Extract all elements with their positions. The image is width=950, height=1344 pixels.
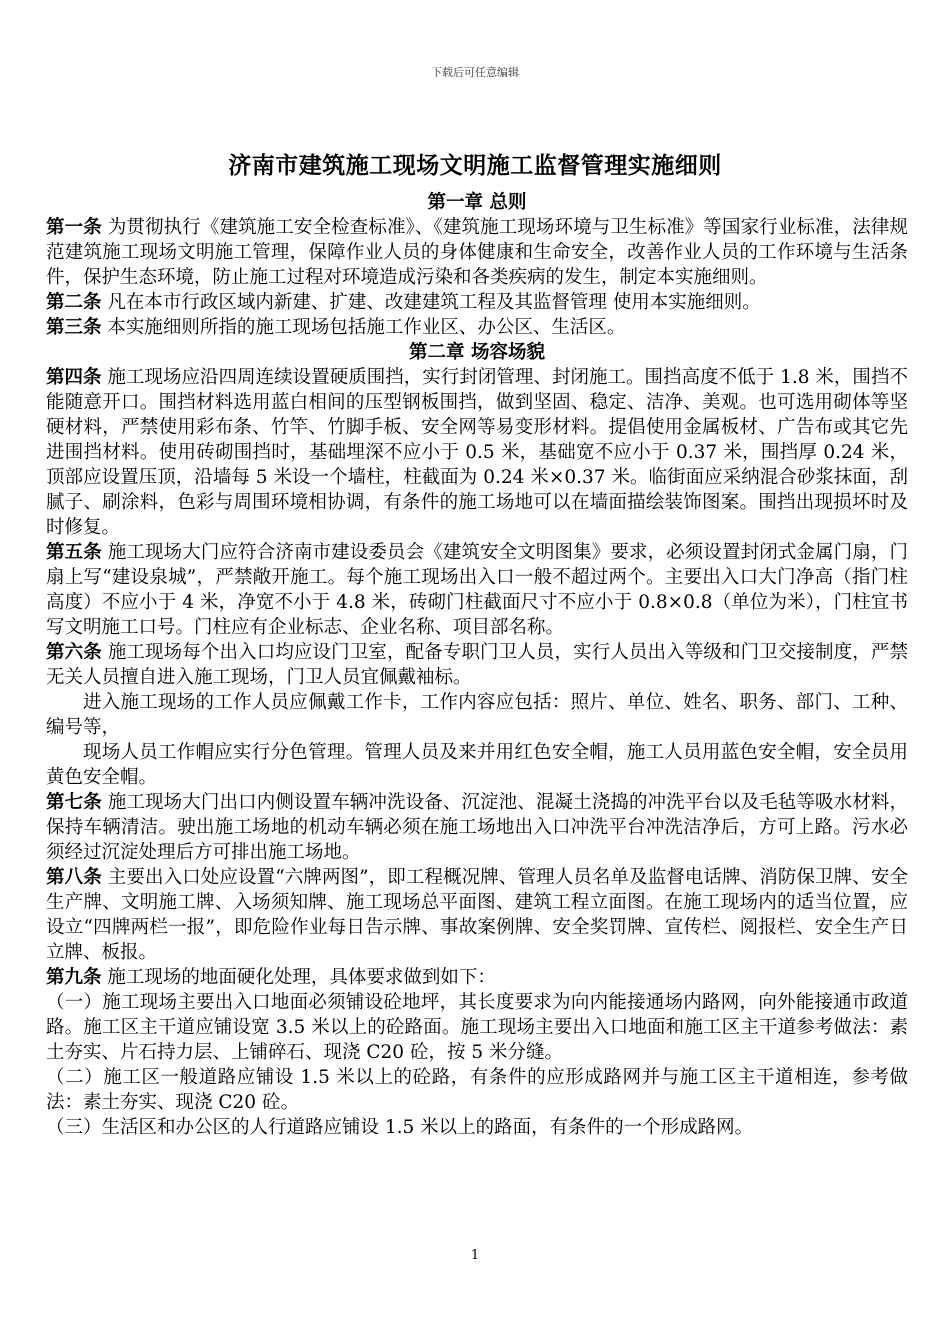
- article-text: 主要出入口处应设置“六牌两图”，即工程概况牌、管理人员名单及监督电话牌、消防保卫牌、安全生产牌、文明施工牌、入场须知牌、施工现场总平面图、建筑工程立面图。在施工现场内的适当位置，应设立“四牌两栏一报”，即危险作业每日告示牌、事故案例牌、安全奖罚牌、宣传栏、阅报栏、安全生产日立牌、板报。: [46, 867, 908, 963]
- article-3: [46, 315, 908, 340]
- article-label: 第八条: [46, 867, 102, 888]
- article-label: 第三条: [46, 317, 102, 338]
- article-text: 施工现场大门出口内侧设置车辆冲洗设备、沉淀池、混凝土浇捣的冲洗平台以及毛毡等吸水材料，保持车辆清洁。驶出施工场地的机动车辆必须在施工场地出入口冲洗平台冲洗洁净后，方可上路。污水必须经过沉淀处理后方可排出施工场地。: [46, 792, 908, 863]
- page-number: 1: [470, 1248, 480, 1263]
- article-text: 施工现场大门应符合济南市建设委员会《建筑安全文明图集》要求，必须设置封闭式金属门扇，门扇上写“建设泉城”，严禁敞开施工。每个施工现场出入口一般不超过两个。主要出入口大门净高（指门柱高度）不应小于 4 米，净宽不小于 4.8 米，砖砌门柱截面尺寸不应小于 0.8×0.8（单位为米），门柱宜书写文明施工口号。门柱应有企业标志、企业名称、项目部名称。: [46, 542, 908, 638]
- article-label: 第九条: [46, 967, 102, 988]
- article-text: 凡在本市行政区域内新建、扩建、改建建筑工程及其监督管理 使用本实施细则。: [101, 292, 761, 313]
- article-text: 为贯彻执行《建筑施工安全检查标准》、《建筑施工现场环境与卫生标准》等国家行业标准，法律规范建筑施工现场文明施工管理，保障作业人员的身体健康和生命安全，改善作业人员的工作环境与生活条件，保护生态环境，防止施工过程对环境造成污染和各类疾病的发生，制定本实施细则。: [46, 217, 908, 288]
- article-label: 第六条: [46, 642, 102, 663]
- article-9-item: （一）施工现场主要出入口地面必须铺设砼地坪，其长度要求为向内能接通场内路网，向外能接通市政道路。施工区主干道应铺设宽 3.5 米以上的砼路面。施工现场主要出入口地面和施工区主干道参考做法：素土夯实、片石持力层、上铺碎石、现浇 C20 砼，按 5 米分缝。: [46, 992, 908, 1063]
- chapter-heading: 第二章 场容场貌: [409, 342, 545, 363]
- article-text: 施工现场每个出入口均应设门卫室，配备专职门卫人员，实行人员出入等级和门卫交接制度，严禁无关人员擅自进入施工现场，门卫人员宜佩戴袖标。: [46, 642, 908, 688]
- article-7: [46, 790, 908, 865]
- article-9-item: （二）施工区一般道路应铺设 1.5 米以上的砼路，有条件的应形成路网并与施工区主干道相连，参考做法：素土夯实、现浇 C20 砼。: [46, 1067, 908, 1113]
- chapter-heading: 第一章 总则: [427, 192, 527, 213]
- article-8: [46, 865, 908, 965]
- article-label: 第四条: [46, 367, 102, 388]
- article-label: 第五条: [46, 542, 102, 563]
- article-9: [46, 965, 908, 990]
- article-2: [46, 290, 908, 315]
- article-text: 施工现场的地面硬化处理，具体要求做到如下：: [101, 967, 496, 988]
- article-6: [46, 640, 908, 690]
- article-1: [46, 215, 908, 290]
- article-6-paragraph: 现场人员工作帽应实行分色管理。管理人员及来并用红色安全帽，施工人员用蓝色安全帽，安全员用黄色安全帽。: [46, 742, 908, 788]
- article-6-paragraph: 进入施工现场的工作人员应佩戴工作卡，工作内容应包括：照片、单位、姓名、职务、部门、工种、编号等，: [46, 692, 908, 738]
- article-label: 第七条: [46, 792, 102, 813]
- header-note: 下载后可任意编辑: [431, 66, 519, 79]
- article-5: [46, 540, 908, 640]
- article-4: [46, 365, 908, 540]
- article-label: 第二条: [46, 292, 102, 313]
- article-text: 本实施细则所指的施工现场包括施工作业区、办公区、生活区。: [101, 317, 626, 338]
- article-9-item: （三）生活区和办公区的人行道路应铺设 1.5 米以上的路面，有条件的一个形成路网。: [46, 1117, 754, 1138]
- document-title: 济南市建筑施工现场文明施工监督管理实施细则: [228, 152, 722, 179]
- article-text: 施工现场应沿四周连续设置硬质围挡，实行封闭管理、封闭施工。围挡高度不低于 1.8 米，围挡不能随意开口。围挡材料选用蓝白相间的压型钢板围挡，做到坚固、稳定、洁净、美观。也可选用砌体等坚硬材料，严禁使用彩布条、竹竿、竹脚手板、安全网等易变形材料。提倡使用金属板材、广告布或其它先进围挡材料。使用砖砌围挡时，基础埋深不应小于 0.5 米，基础宽不应小于 0.37 米，围挡厚 0.24 米，顶部应设置压顶，沿墙每 5 米设一个墙柱，柱截面为 0.24 米×0.37 米。临街面应采纳混合砂浆抹面，刮腻子、刷涂料，色彩与周围环境相协调，有条件的施工场地可以在墙面描绘装饰图案。围挡出现损坏时及时修复。: [46, 367, 908, 538]
- document-body: [46, 190, 908, 1140]
- article-label: 第一条: [46, 217, 102, 238]
